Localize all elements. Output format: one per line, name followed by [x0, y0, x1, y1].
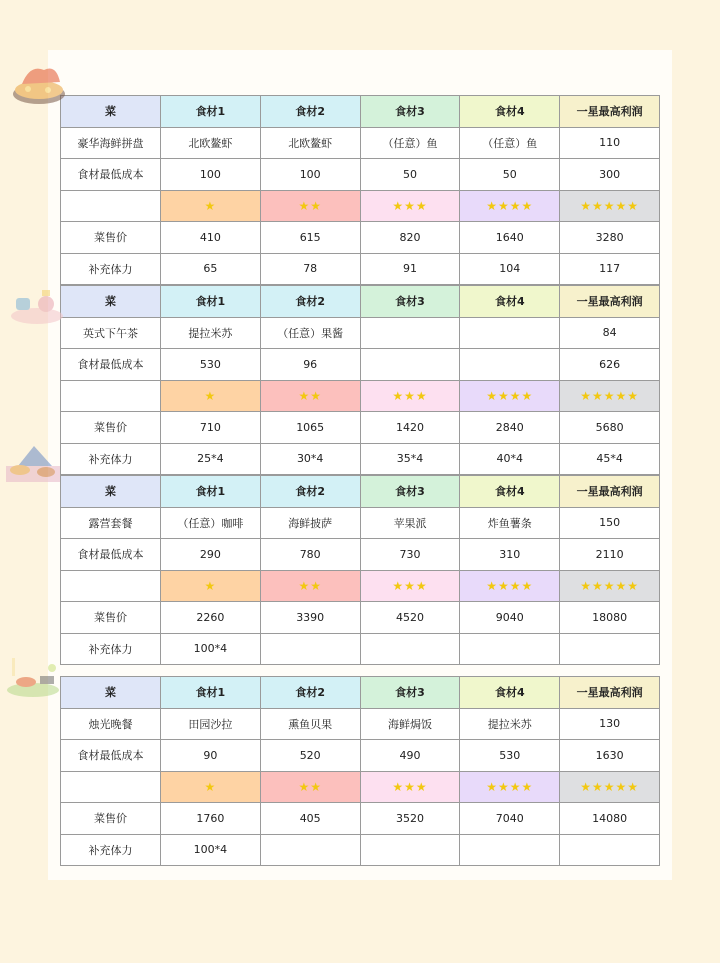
table-cell [560, 633, 660, 665]
stamina-row [61, 253, 660, 285]
header-ingredient-2: 食材2 [260, 677, 360, 709]
star-3-icon: ★★★ [360, 570, 460, 602]
star-4-icon: ★★★★ [460, 190, 560, 222]
header-ingredient-1: 食材1 [161, 286, 261, 318]
table-cell: 1760 [161, 803, 261, 835]
header-ingredient-4: 食材4 [460, 96, 560, 128]
header-ingredient-1: 食材1 [161, 96, 261, 128]
row-label: 食材最低成本 [61, 349, 161, 381]
table-cell: 5680 [560, 412, 660, 444]
dish-row [61, 127, 660, 159]
table-cell: 78 [260, 253, 360, 285]
table-cell: 50 [360, 159, 460, 191]
header-dish: 菜 [61, 96, 161, 128]
table-cell: 65 [161, 253, 261, 285]
table-cell: 1065 [260, 412, 360, 444]
recipe-table-candlelight [60, 676, 660, 866]
table-cell: 9040 [460, 602, 560, 634]
table-cell: 45*4 [560, 443, 660, 475]
table-cell: 7040 [460, 803, 560, 835]
cost-row [61, 539, 660, 571]
table-cell: 提拉米苏 [460, 708, 560, 740]
price-row [61, 412, 660, 444]
seafood-platter-icon [10, 60, 68, 106]
recipe-table-camping [60, 475, 660, 665]
table-cell [460, 633, 560, 665]
table-cell: 2260 [161, 602, 261, 634]
header-ingredient-1: 食材1 [161, 677, 261, 709]
header-ingredient-3: 食材3 [360, 286, 460, 318]
table-cell [560, 834, 660, 866]
star-5-icon: ★★★★★ [560, 771, 660, 803]
table-cell [460, 317, 560, 349]
row-label: 菜售价 [61, 602, 161, 634]
camping-meal-icon [4, 440, 62, 486]
star-3-icon: ★★★ [360, 380, 460, 412]
row-label: 补充体力 [61, 253, 161, 285]
table-cell: 310 [460, 539, 560, 571]
table-cell: 北欧鳌虾 [161, 127, 261, 159]
row-label: 菜售价 [61, 222, 161, 254]
table-cell: 100*4 [161, 834, 261, 866]
table-cell: （任意）鱼 [460, 127, 560, 159]
table-cell: 14080 [560, 803, 660, 835]
header-dish: 菜 [61, 286, 161, 318]
stars-blank [61, 380, 161, 412]
table-cell: 290 [161, 539, 261, 571]
table-cell: 25*4 [161, 443, 261, 475]
stars-row [61, 380, 660, 412]
star-1-icon: ★ [161, 771, 261, 803]
header-ingredient-3: 食材3 [360, 677, 460, 709]
table-cell: 110 [560, 127, 660, 159]
stars-row [61, 570, 660, 602]
table-cell [460, 834, 560, 866]
star-2-icon: ★★ [260, 570, 360, 602]
star-3-icon: ★★★ [360, 190, 460, 222]
table-cell: 730 [360, 539, 460, 571]
table-cell: （任意）鱼 [360, 127, 460, 159]
star-5-icon: ★★★★★ [560, 570, 660, 602]
header-ingredient-3: 食材3 [360, 476, 460, 508]
table-cell: 91 [360, 253, 460, 285]
cost-row [61, 159, 660, 191]
table-cell: 2840 [460, 412, 560, 444]
table-cell: 104 [460, 253, 560, 285]
table-cell [260, 834, 360, 866]
price-row [61, 803, 660, 835]
table-cell: 710 [161, 412, 261, 444]
star-1-icon: ★ [161, 190, 261, 222]
row-label: 食材最低成本 [61, 159, 161, 191]
header-ingredient-2: 食材2 [260, 96, 360, 128]
table-cell: 300 [560, 159, 660, 191]
table-cell: 30*4 [260, 443, 360, 475]
table-cell [360, 349, 460, 381]
table-cell: 100*4 [161, 633, 261, 665]
cost-row [61, 349, 660, 381]
header-ingredient-2: 食材2 [260, 476, 360, 508]
header-dish: 菜 [61, 677, 161, 709]
table-cell: 田园沙拉 [161, 708, 261, 740]
table-cell [360, 317, 460, 349]
table-cell: 苹果派 [360, 507, 460, 539]
dish-row [61, 708, 660, 740]
star-1-icon: ★ [161, 570, 261, 602]
table-cell: 84 [560, 317, 660, 349]
table-cell: 18080 [560, 602, 660, 634]
header-ingredient-4: 食材4 [460, 476, 560, 508]
table-cell: 96 [260, 349, 360, 381]
table-cell: 100 [260, 159, 360, 191]
star-4-icon: ★★★★ [460, 771, 560, 803]
star-2-icon: ★★ [260, 190, 360, 222]
table-cell: 530 [161, 349, 261, 381]
table-cell: 炸鱼薯条 [460, 507, 560, 539]
header-max-profit: 一星最高利润 [560, 286, 660, 318]
price-row [61, 222, 660, 254]
header-ingredient-1: 食材1 [161, 476, 261, 508]
table-cell: 520 [260, 740, 360, 772]
cost-row [61, 740, 660, 772]
dish-name: 露营套餐 [61, 507, 161, 539]
table-cell: 4520 [360, 602, 460, 634]
stamina-row [61, 834, 660, 866]
table-cell: （任意）咖啡 [161, 507, 261, 539]
table-cell: 3520 [360, 803, 460, 835]
stars-row [61, 190, 660, 222]
table-cell: 530 [460, 740, 560, 772]
table-cell: 1630 [560, 740, 660, 772]
candlelight-dinner-icon [4, 652, 62, 698]
table-cell: （任意）果酱 [260, 317, 360, 349]
table-cell: 50 [460, 159, 560, 191]
header-ingredient-4: 食材4 [460, 677, 560, 709]
star-3-icon: ★★★ [360, 771, 460, 803]
stamina-row [61, 443, 660, 475]
header-dish: 菜 [61, 476, 161, 508]
row-label: 食材最低成本 [61, 539, 161, 571]
dish-name: 豪华海鲜拼盘 [61, 127, 161, 159]
row-label: 补充体力 [61, 834, 161, 866]
header-row [61, 286, 660, 318]
table-cell: 北欧鳌虾 [260, 127, 360, 159]
recipe-table-afternoon-tea [60, 285, 660, 475]
stars-blank [61, 570, 161, 602]
table-cell: 1640 [460, 222, 560, 254]
header-row [61, 476, 660, 508]
header-ingredient-3: 食材3 [360, 96, 460, 128]
table-cell: 35*4 [360, 443, 460, 475]
table-cell: 海鲜披萨 [260, 507, 360, 539]
star-5-icon: ★★★★★ [560, 190, 660, 222]
table-cell: 117 [560, 253, 660, 285]
dish-row [61, 317, 660, 349]
table-cell: 3390 [260, 602, 360, 634]
table-cell: 626 [560, 349, 660, 381]
stamina-row [61, 633, 660, 665]
table-cell: 490 [360, 740, 460, 772]
table-cell: 100 [161, 159, 261, 191]
dish-row [61, 507, 660, 539]
table-cell [360, 633, 460, 665]
star-4-icon: ★★★★ [460, 380, 560, 412]
table-cell: 3280 [560, 222, 660, 254]
table-cell: 410 [161, 222, 261, 254]
table-cell: 2110 [560, 539, 660, 571]
table-cell [460, 349, 560, 381]
table-cell [260, 633, 360, 665]
table-cell: 海鲜焗饭 [360, 708, 460, 740]
header-ingredient-2: 食材2 [260, 286, 360, 318]
star-5-icon: ★★★★★ [560, 380, 660, 412]
star-4-icon: ★★★★ [460, 570, 560, 602]
table-cell [360, 834, 460, 866]
table-cell: 780 [260, 539, 360, 571]
header-row [61, 677, 660, 709]
header-max-profit: 一星最高利润 [560, 476, 660, 508]
dish-name: 烛光晚餐 [61, 708, 161, 740]
table-cell: 提拉米苏 [161, 317, 261, 349]
row-label: 补充体力 [61, 633, 161, 665]
table-cell: 820 [360, 222, 460, 254]
stars-row [61, 771, 660, 803]
star-2-icon: ★★ [260, 771, 360, 803]
header-max-profit: 一星最高利润 [560, 96, 660, 128]
table-cell: 1420 [360, 412, 460, 444]
row-label: 菜售价 [61, 412, 161, 444]
table-cell: 130 [560, 708, 660, 740]
header-ingredient-4: 食材4 [460, 286, 560, 318]
star-2-icon: ★★ [260, 380, 360, 412]
table-cell: 150 [560, 507, 660, 539]
table-cell: 90 [161, 740, 261, 772]
header-row [61, 96, 660, 128]
recipe-table-seafood [60, 95, 660, 285]
table-cell: 615 [260, 222, 360, 254]
table-cell: 40*4 [460, 443, 560, 475]
star-1-icon: ★ [161, 380, 261, 412]
table-cell: 熏鱼贝果 [260, 708, 360, 740]
table-cell: 405 [260, 803, 360, 835]
afternoon-tea-icon [8, 280, 66, 326]
stars-blank [61, 190, 161, 222]
stars-blank [61, 771, 161, 803]
row-label: 食材最低成本 [61, 740, 161, 772]
price-row [61, 602, 660, 634]
row-label: 菜售价 [61, 803, 161, 835]
header-max-profit: 一星最高利润 [560, 677, 660, 709]
row-label: 补充体力 [61, 443, 161, 475]
dish-name: 英式下午茶 [61, 317, 161, 349]
